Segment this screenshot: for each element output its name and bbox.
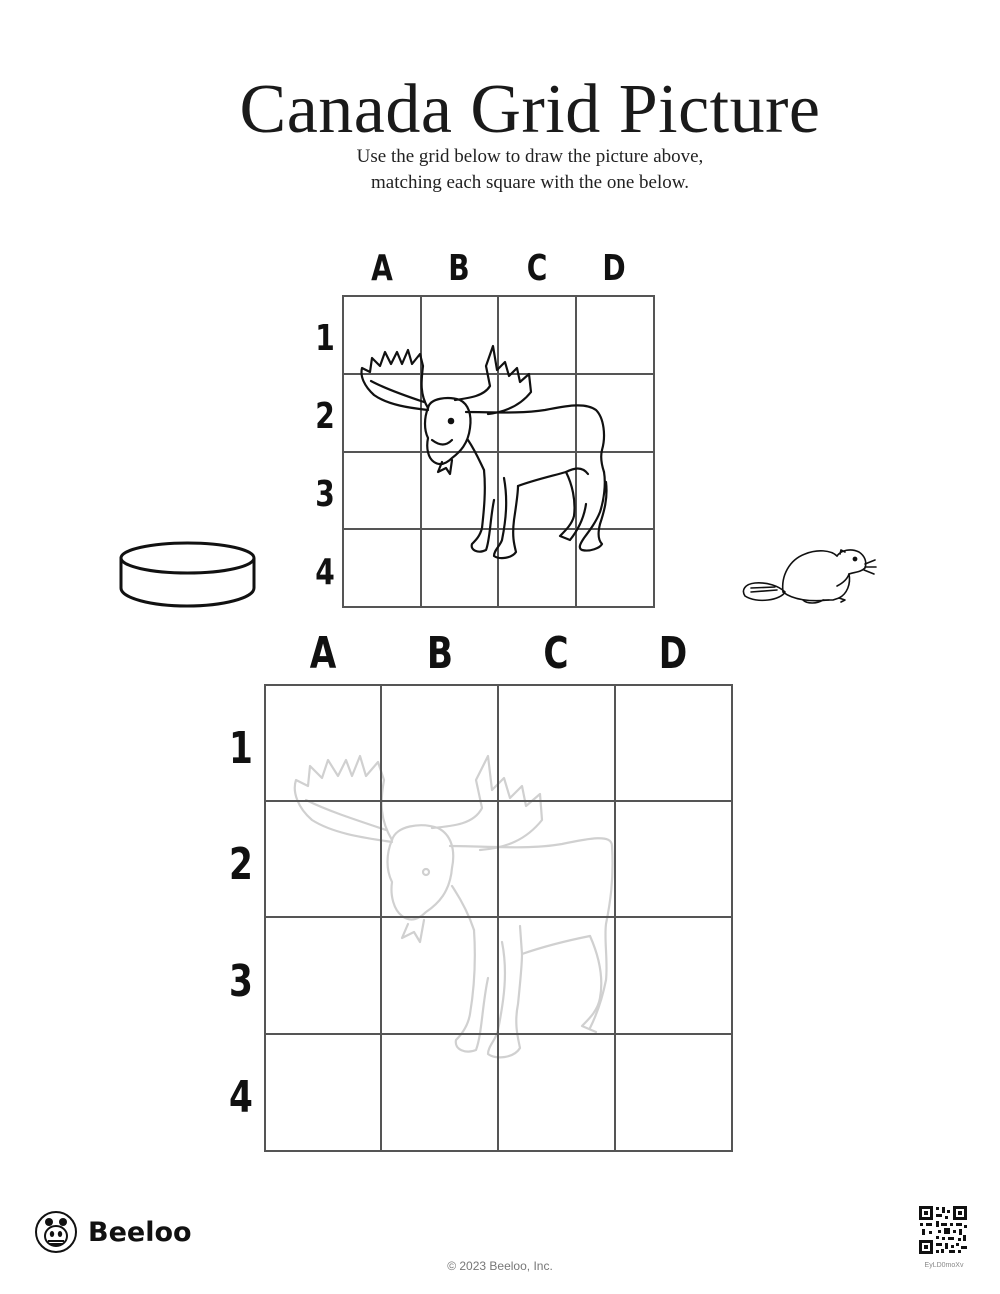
instructions-line-2: matching each square with the one below. [371, 172, 689, 193]
brand-name: Beeloo [88, 1216, 192, 1248]
copyright: © 2023 Beeloo, Inc. [447, 1259, 553, 1273]
page-title: Canada Grid Picture [239, 71, 821, 148]
large-row-label-2: 2 [229, 839, 253, 890]
large-col-label-a: A [309, 628, 337, 679]
large-col-label-b: B [426, 628, 454, 679]
hockey-puck-drawing [115, 538, 260, 610]
small-row-label-3: 3 [315, 474, 335, 515]
qr-code-icon [918, 1205, 968, 1255]
small-row-label-4: 4 [315, 552, 335, 593]
large-drawing-grid[interactable] [263, 683, 735, 1153]
large-col-label-c: C [543, 628, 569, 679]
small-col-label-c: C [526, 248, 548, 289]
beaver-drawing [737, 540, 882, 610]
small-row-label-1: 1 [315, 318, 335, 359]
small-col-label-d: D [602, 248, 626, 289]
small-grid [341, 295, 657, 609]
small-row-label-2: 2 [315, 396, 335, 437]
brand-logo[interactable] [34, 1210, 192, 1254]
qr-code-label: EyLD0moXv [924, 1262, 964, 1269]
bee-logo-icon [34, 1210, 78, 1254]
small-col-label-a: A [371, 248, 393, 289]
small-col-label-b: B [448, 248, 470, 289]
instructions-line-1: Use the grid below to draw the picture above, [356, 146, 704, 167]
large-row-label-4: 4 [229, 1072, 253, 1123]
instructions [270, 144, 790, 196]
large-row-label-1: 1 [229, 723, 253, 774]
large-col-label-d: D [658, 628, 688, 679]
large-row-label-3: 3 [229, 956, 253, 1007]
